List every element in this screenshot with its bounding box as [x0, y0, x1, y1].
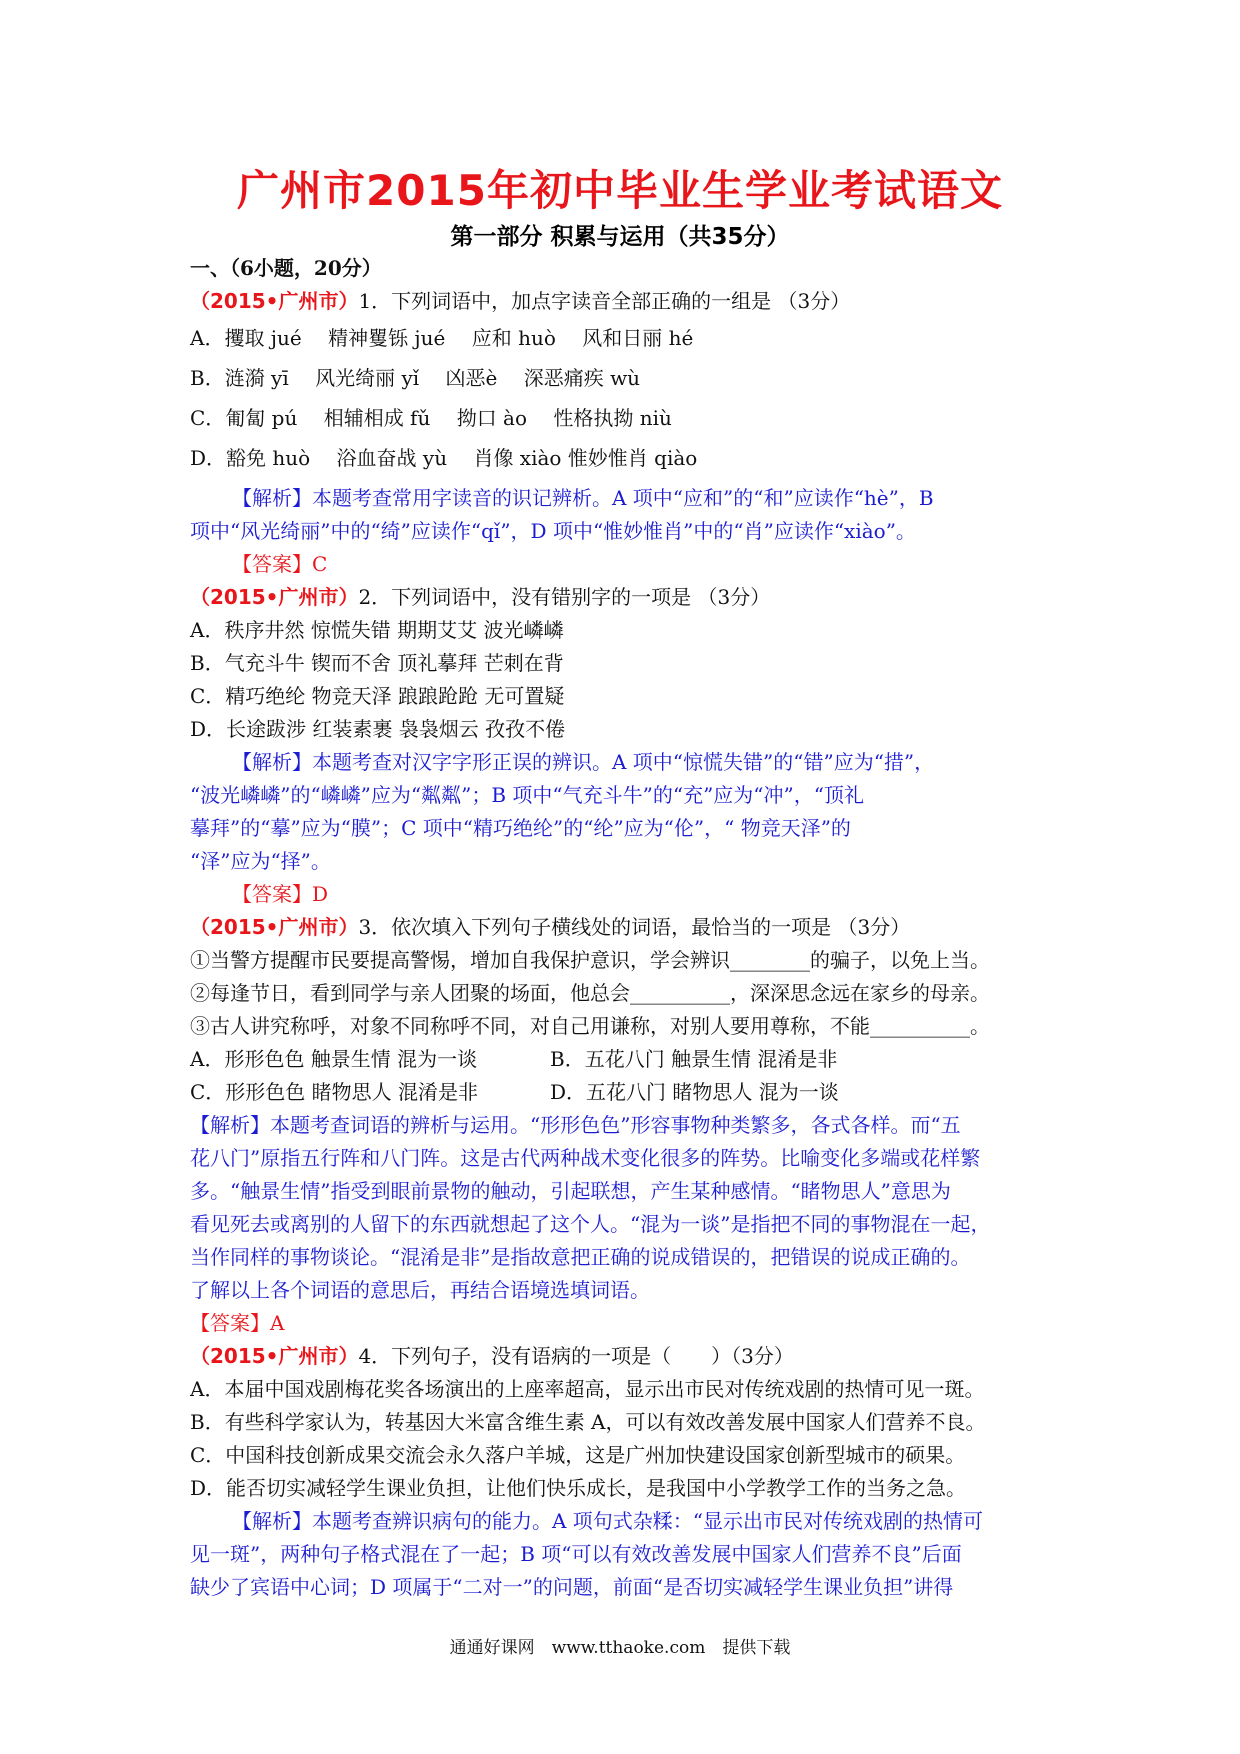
analysis	[190, 482, 1070, 548]
answer-value: C	[312, 552, 328, 576]
analysis	[190, 1505, 1070, 1604]
section-subtitle: 第一部分 积累与运用（共35分）	[450, 224, 790, 250]
analysis-line: 【解析】本题考查对汉字字形正误的辨识。A 项中“惊慌失错”的“错”应为“措”，	[232, 750, 935, 774]
answer-value: D	[312, 882, 329, 906]
option-row	[190, 1043, 1070, 1076]
analysis-line: 【解析】本题考查辨识病句的能力。A 项句式杂糅：“显示出市民对传统戏剧的热情可	[232, 1509, 984, 1533]
option-c: C．匍匐 pú 相辅相成 fǔ 拗口 ào 性格执拗 niù	[190, 406, 672, 430]
question-text: 4．下列句子，没有语病的一项是（ ）（3分）	[358, 1344, 794, 1368]
option-d: D．能否切实减轻学生课业负担，让他们快乐成长，是我国中小学教学工作的当务之急。	[190, 1476, 967, 1500]
question-2	[190, 581, 1070, 911]
option-a: A．攫取 jué 精神矍铄 jué 应和 huò 风和日丽 hé	[190, 326, 694, 350]
question-source-tag: （2015•广州市）	[190, 1344, 359, 1368]
analysis-line: “泽”应为“择”。	[190, 849, 331, 873]
analysis-line: “波光嶙嶙”的“嶙嶙”应为“粼粼”；B 项中“气充斗牛”的“充”应为“冲”，“顶礼	[190, 783, 864, 807]
option-c: C．中国科技创新成果交流会永久落户羊城，这是广州加快建设国家创新型城市的硕果。	[190, 1443, 966, 1467]
option-b: B．涟漪 yī 风光绮丽 yǐ 凶恶è 深恶痛疾 wù	[190, 366, 641, 390]
analysis	[190, 746, 1070, 878]
answer-label: 【答案】	[190, 1311, 270, 1335]
option-d: D．五花八门 睹物思人 混为一谈	[550, 1080, 839, 1104]
analysis-line: 缺少了宾语中心词；D 项属于“二对一”的问题，前面“是否切实减轻学生课业负担”讲得	[190, 1575, 954, 1599]
option-d: D．长途跋涉 红装素裹 袅袅烟云 孜孜不倦	[190, 717, 566, 741]
analysis-line: 看见死去或离别的人留下的东西就想起了这个人。“混为一谈”是指把不同的事物混在一起，	[190, 1212, 991, 1236]
analysis-line: 【解析】本题考查词语的辨析与运用。“形形色色”形容事物种类繁多，各式各样。而“五	[190, 1113, 961, 1137]
question-text: 1．下列词语中，加点字读音全部正确的一组是 （3分）	[358, 289, 851, 313]
question-1	[190, 285, 1070, 581]
answer	[190, 878, 1070, 911]
option-a: A．本届中国戏剧梅花奖各场演出的上座率超高，显示出市民对传统戏剧的热情可见一斑。	[190, 1377, 985, 1401]
question-stem	[190, 911, 1070, 944]
analysis-line: 项中“风光绮丽”中的“绮”应读作“qǐ”，D 项中“惟妙惟肖”中的“肖”应读作“xiào”。	[190, 519, 916, 543]
answer	[190, 548, 1070, 581]
question-text: 2．下列词语中，没有错别字的一项是 （3分）	[358, 585, 771, 609]
question-stem	[190, 581, 1070, 614]
question-stem	[190, 1340, 1070, 1373]
question-3	[190, 911, 1070, 1340]
option-c: C．形形色色 睹物思人 混淆是非	[190, 1080, 479, 1104]
question-source-tag: （2015•广州市）	[190, 289, 359, 313]
analysis-line: 见一斑”，两种句子格式混在了一起；B 项“可以有效改善发展中国家人们营养不良”后面	[190, 1542, 962, 1566]
option-b: B．五花八门 触景生情 混淆是非	[550, 1047, 838, 1071]
sentence-2: ②每逢节日，看到同学与亲人团聚的场面，他总会__________，深深思念远在家乡的母亲。	[190, 981, 990, 1005]
option-b: B．气充斗牛 锲而不舍 顶礼摹拜 芒刺在背	[190, 651, 564, 675]
question-source-tag: （2015•广州市）	[190, 585, 359, 609]
section-heading: 一、（6小题，20分）	[190, 256, 382, 280]
option-d: D．豁免 huò 浴血奋战 yù 肖像 xiào 惟妙惟肖 qiào	[190, 446, 698, 470]
page-title: 广州市2015年初中毕业生学业考试语文	[237, 166, 1003, 215]
answer	[190, 1307, 1070, 1340]
analysis-line: 花八门”原指五行阵和八门阵。这是古代两种战术变化很多的阵势。比喻变化多端或花样繁	[190, 1146, 981, 1170]
analysis-line: 【解析】本题考查常用字读音的识记辨析。A 项中“应和”的“和”应读作“hè”，B	[232, 486, 934, 510]
question-text: 3．依次填入下列句子横线处的词语，最恰当的一项是 （3分）	[358, 915, 911, 939]
analysis-line: 当作同样的事物谈论。“混淆是非”是指故意把正确的说成错误的，把错误的说成正确的。	[190, 1245, 971, 1269]
option-row	[190, 1076, 1070, 1109]
analysis	[190, 1109, 1070, 1307]
answer-value: A	[270, 1311, 285, 1335]
sentence-3: ③古人讲究称呼，对象不同称呼不同，对自己用谦称，对别人要用尊称，不能__________。	[190, 1014, 990, 1038]
option-c: C．精巧绝纶 物竞天泽 踉踉跄跄 无可置疑	[190, 684, 565, 708]
analysis-line: 多。“触景生情”指受到眼前景物的触动，引起联想，产生某种感情。“睹物思人”意思为	[190, 1179, 951, 1203]
exam-content	[190, 252, 1070, 1604]
analysis-line: 了解以上各个词语的意思后，再结合语境选填词语。	[190, 1278, 650, 1302]
sentence-1: ①当警方提醒市民要提高警惕，增加自我保护意识，学会辨识________的骗子，以免上当。	[190, 948, 990, 972]
option-a: A．秩序井然 惊慌失错 期期艾艾 波光嶙嶙	[190, 618, 564, 642]
answer-label: 【答案】	[232, 552, 312, 576]
option-a: A．形形色色 触景生情 混为一谈	[190, 1047, 478, 1071]
page-footer: 通通好课网 www.tthaoke.com 提供下载	[449, 1638, 791, 1658]
option-b: B．有些科学家认为，转基因大米富含维生素 A，可以有效改善发展中国家人们营养不良。	[190, 1410, 986, 1434]
question-stem	[190, 285, 1070, 318]
answer-label: 【答案】	[232, 882, 312, 906]
question-4	[190, 1340, 1070, 1604]
analysis-line: 摹拜”的“摹”应为“膜”；C 项中“精巧绝纶”的“纶”应为“伦”，“ 物竞天泽”的	[190, 816, 851, 840]
question-source-tag: （2015•广州市）	[190, 915, 359, 939]
